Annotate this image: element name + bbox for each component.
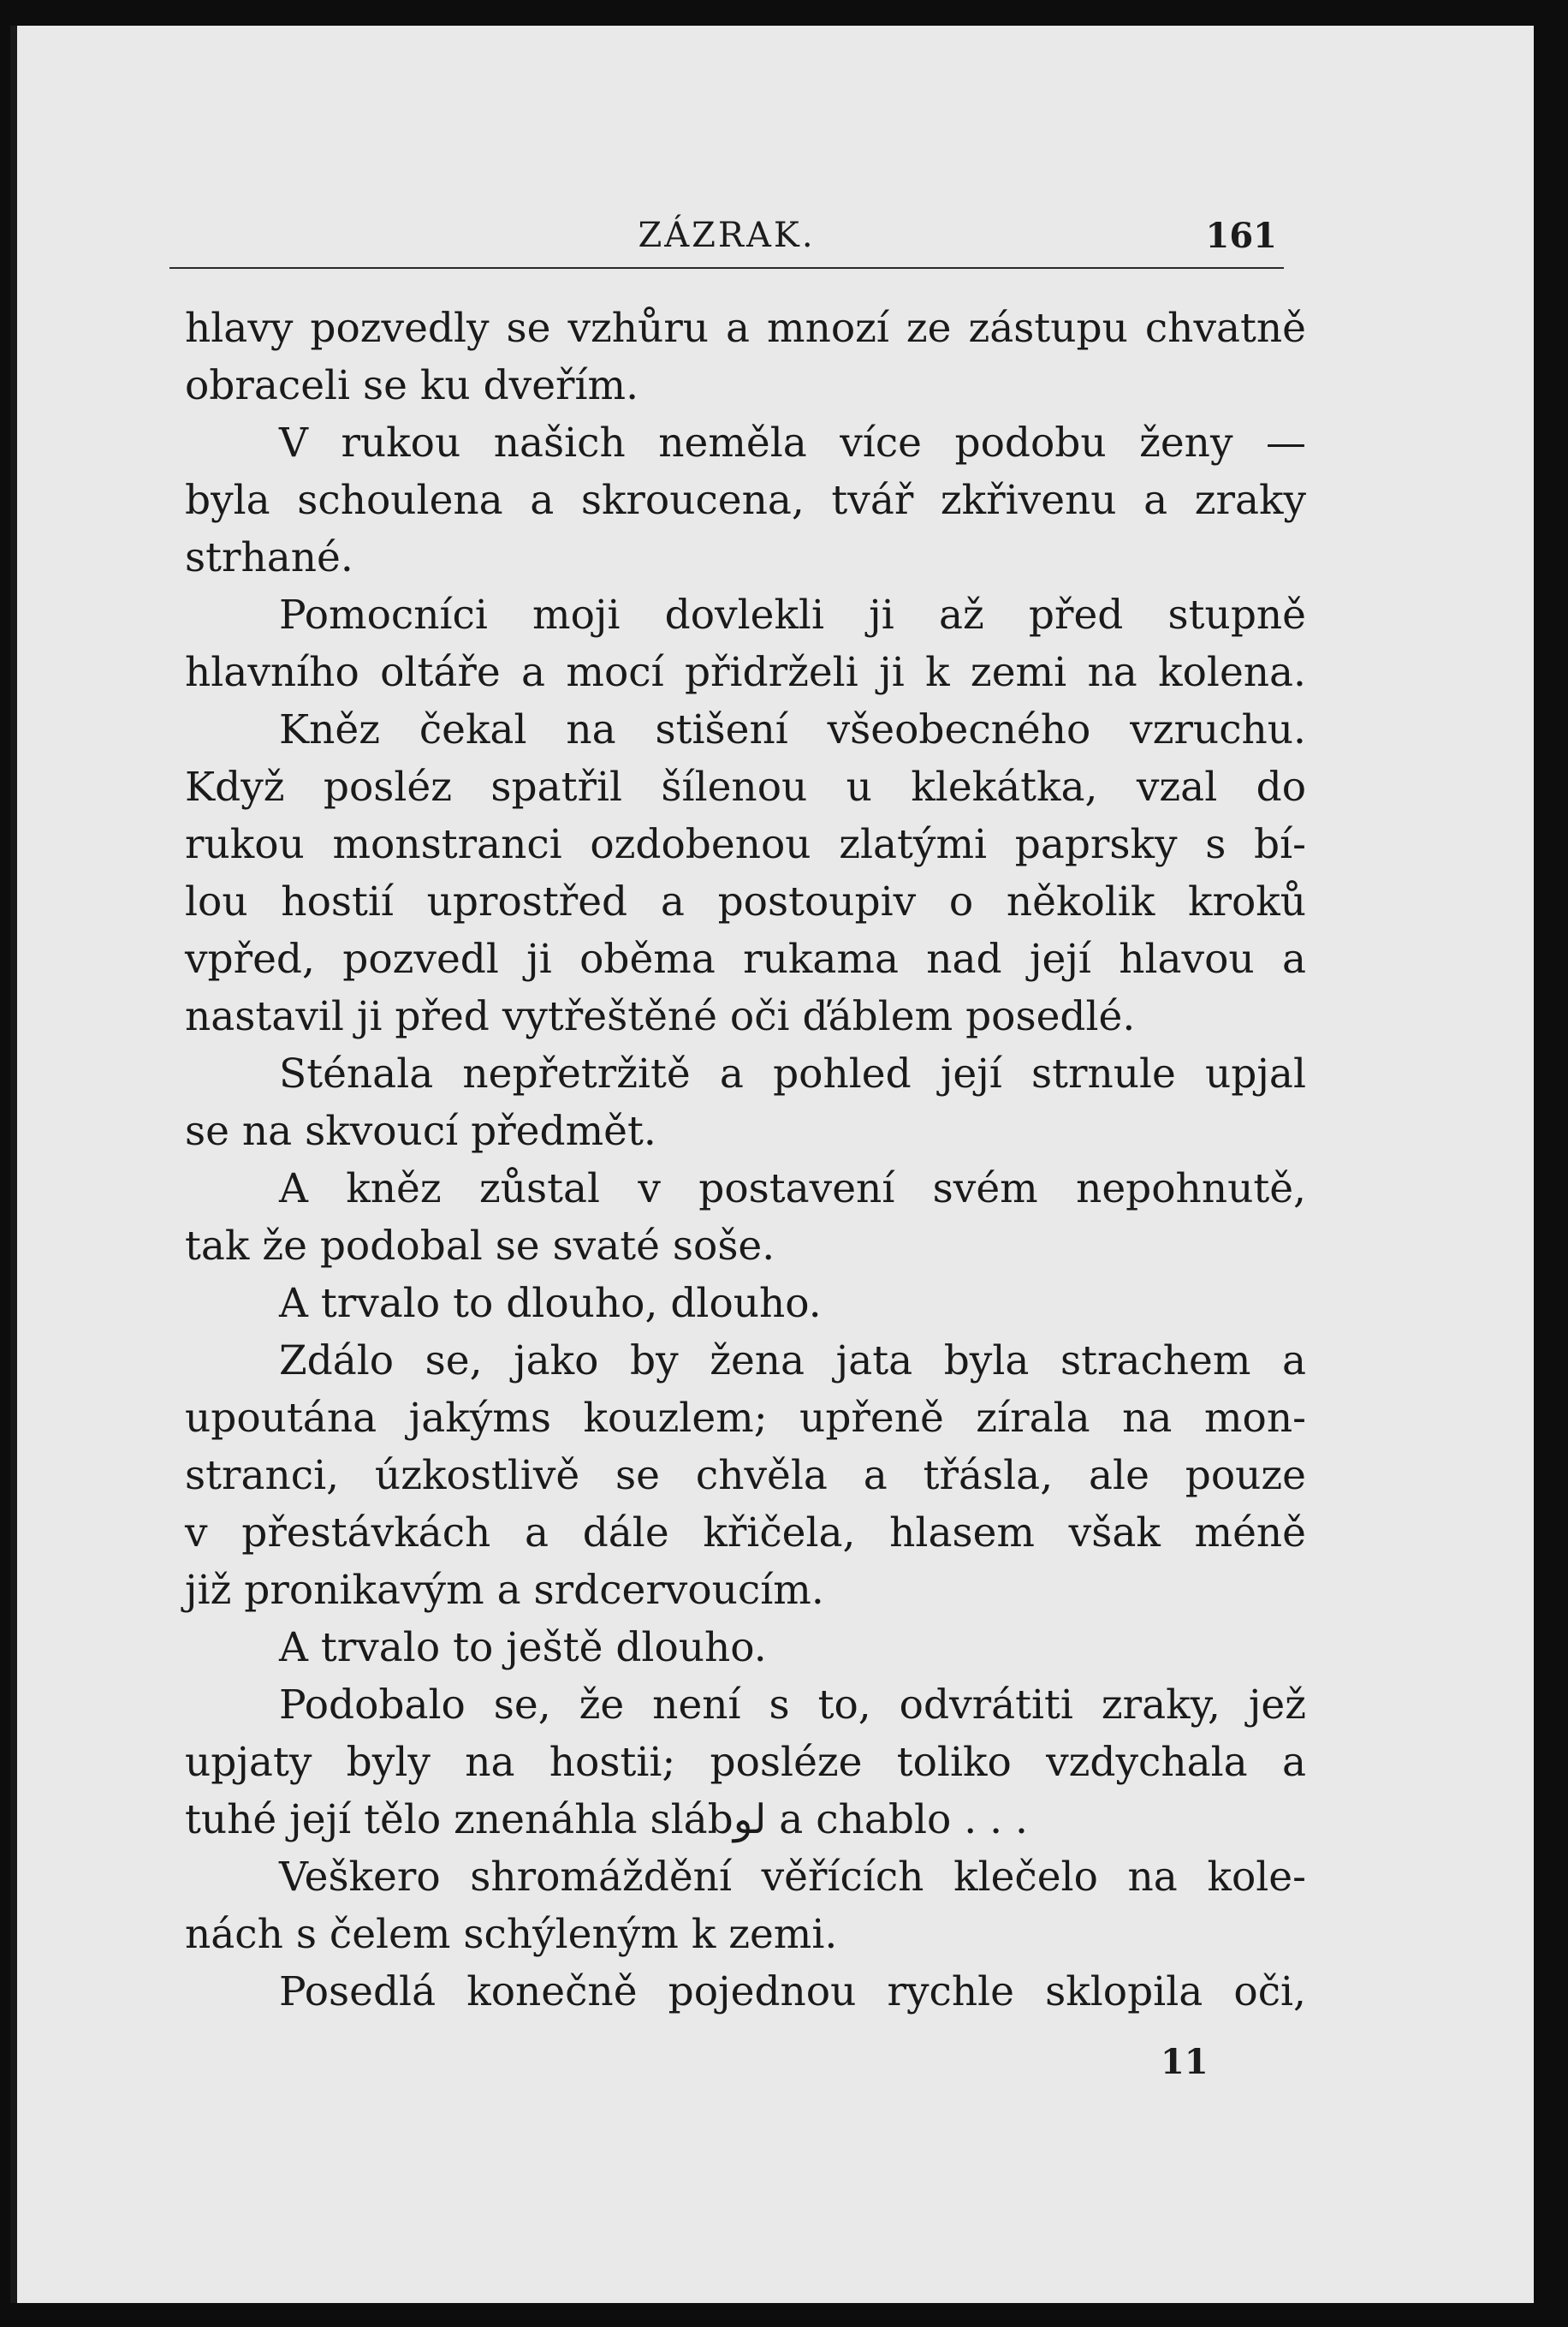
text-line: v přestávkách a dále křičela, hlasem však méně — [185, 1509, 1306, 1556]
text-line: A trvalo to dlouho, dlouho. — [279, 1280, 822, 1327]
text-line: Když posléz spatřil šílenou u klekátka, vzal do — [185, 764, 1306, 811]
text-line: obraceli se ku dveřím. — [185, 362, 639, 409]
text-line: upjaty byly na hostii; posléze toliko vzdychala a — [185, 1739, 1306, 1786]
text-line: upoutána jakýms kouzlem; upřeně zírala na mon- — [185, 1395, 1306, 1442]
text-line: strhané. — [185, 534, 353, 581]
text-line: nách s čelem schýleným k zemi. — [185, 1911, 838, 1958]
text-line: hlavy pozvedly se vzhůru a mnozí ze zástupu chvatně — [185, 305, 1306, 352]
text-line: se na skvoucí předmět. — [185, 1108, 656, 1155]
text-line: Posedlá konečně pojednou rychle sklopila oči, — [279, 1968, 1306, 2015]
text-line: nastavil ji před vytřeštěné oči ďáblem posedlé. — [185, 993, 1136, 1040]
page-header — [169, 193, 1284, 262]
body-text — [185, 300, 1306, 2021]
text-line: hlavního oltáře a mocí přidrželi ji k zemi na kolena. — [185, 649, 1306, 696]
text-line: tuhé její tělo znenáhla slábلو a chablo . . . — [185, 1796, 1028, 1843]
text-line: byla schoulena a skroucena, tvář zkřivenu a zraky — [185, 477, 1306, 524]
signature-mark: 11 — [1161, 2042, 1209, 2082]
text-line: V rukou našich neměla více podobu ženy — — [279, 420, 1306, 467]
running-title: ZÁZRAK. — [638, 216, 816, 255]
text-line: Pomocníci moji dovlekli ji až před stupně — [279, 592, 1306, 639]
text-line: stranci, úzkostlivě se chvěla a třásla, ale pouze — [185, 1452, 1306, 1499]
text-line: Veškero shromáždění věřících klečelo na kole- — [279, 1854, 1306, 1901]
text-line: vpřed, pozvedl ji oběma rukama nad její hlavou a — [185, 936, 1306, 983]
text-line: A kněz zůstal v postavení svém nepohnutě, — [279, 1165, 1306, 1212]
text-line: Podobalo se, že není s to, odvrátiti zraky, jež — [279, 1681, 1306, 1729]
text-line: Kněz čekal na stišení všeobecného vzruchu. — [279, 706, 1306, 753]
text-line: Zdálo se, jako by žena jata byla strachem a — [279, 1337, 1306, 1384]
text-line: tak že podobal se svaté soše. — [185, 1223, 775, 1270]
book-page — [10, 26, 1534, 2303]
text-line: již pronikavým a srdcervoucím. — [185, 1567, 824, 1614]
text-line: A trvalo to ještě dlouho. — [279, 1624, 767, 1671]
text-line: lou hostií uprostřed a postoupiv o několik kroků — [185, 878, 1306, 925]
text-line: Sténala nepřetržitě a pohled její strnule upjal — [279, 1050, 1306, 1098]
page-number: 161 — [1205, 216, 1277, 256]
header-rule — [169, 267, 1284, 269]
text-line: rukou monstranci ozdobenou zlatými paprsky s bí- — [185, 821, 1306, 868]
